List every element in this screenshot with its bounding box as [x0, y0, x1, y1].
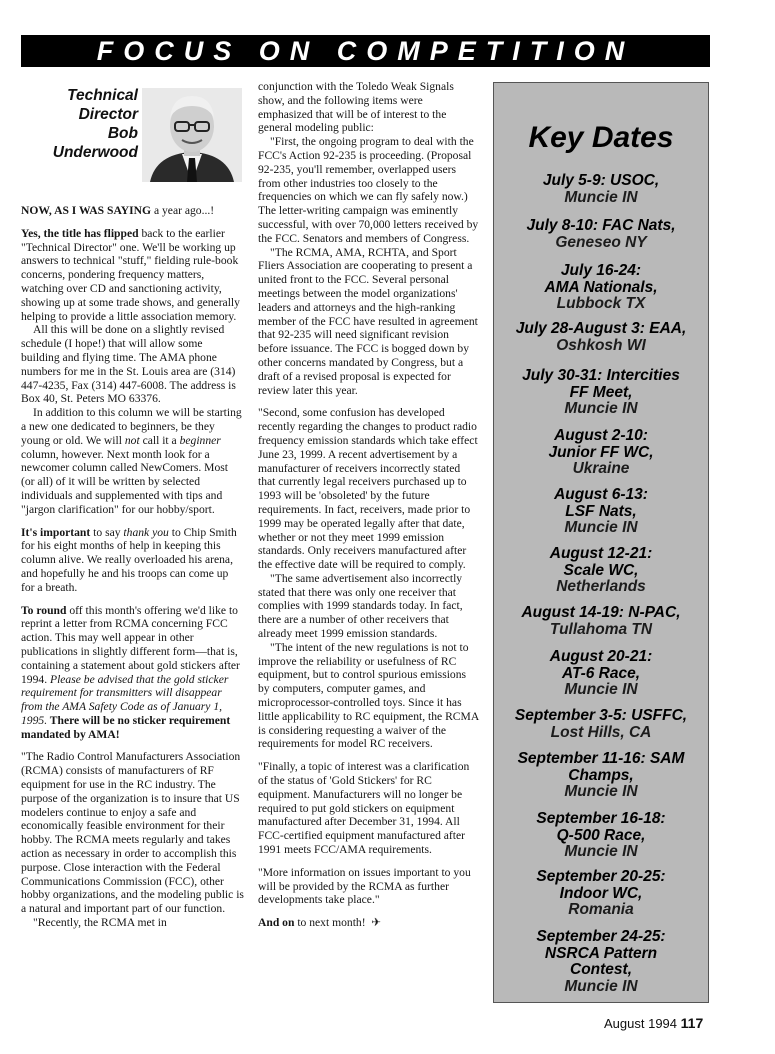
- event-name: NSRCA Pattern: [544, 944, 658, 962]
- paragraph: [21, 227, 244, 324]
- article-column-1: [21, 204, 244, 930]
- text: to next month!: [294, 916, 366, 930]
- event-name: AMA Nationals,: [544, 278, 658, 296]
- text: back to the earlier "Technical Director" one. We'll be working up answers to technical "stuff," fielding rule-book concerns, pondering frequency matters, watching over CD and sanctioning activity, showing up at some trade shows, and generally helping to provide a little association memory.: [21, 226, 240, 323]
- event-location: Netherlands: [556, 578, 646, 595]
- event-entry: [494, 263, 708, 313]
- event-location: Geneseo NY: [555, 233, 647, 251]
- event-location: Muncie IN: [564, 977, 638, 995]
- airplane-icon: ✈: [371, 916, 382, 930]
- paragraph: "Second, some confusion has developed recently regarding the changes to product radio frequency emission standards which take effect June 23, 1999. A recent advertisement by a manufacturer of receivers incorrectly stated that currently legal receivers purchased up to 1993 will be 'obsoleted' by the future requirements. In fact, receivers, made prior to 1999 may be operated legally after that date, whether or not they meet 1999 emission standards. Only receivers manufactured after the effective date will be required to comply.: [258, 406, 478, 572]
- emphasis: beginner: [179, 433, 221, 447]
- section-banner: FOCUS ON COMPETITION: [21, 35, 710, 67]
- event-name: Indoor WC,: [559, 884, 643, 902]
- event-entry: [494, 368, 708, 418]
- event-entry: [494, 218, 708, 251]
- paragraph: [21, 406, 244, 516]
- event-date: August 12-21:: [549, 545, 653, 562]
- event-name: LSF Nats,: [565, 502, 637, 520]
- portrait-image: [142, 88, 242, 182]
- event-location: Muncie IN: [564, 188, 638, 206]
- article-column-2: [258, 80, 480, 930]
- event-entry: [494, 649, 708, 699]
- event-date: July 28-August 3: EAA,: [515, 320, 687, 337]
- event-location: Muncie IN: [564, 843, 638, 860]
- text: call it a: [139, 433, 180, 447]
- paragraph: [258, 916, 480, 930]
- issue-date: August 1994: [604, 1016, 678, 1031]
- key-dates-sidebar: [493, 82, 709, 1003]
- event-location: Lost Hills, CA: [550, 723, 652, 741]
- emphasis: Please be advised that the gold sticker requirement for transmitters will disappear from the AMA Safety Code as of January 1, 1995.: [21, 672, 229, 727]
- event-entry: [494, 751, 708, 801]
- event-location: Tullahoma TN: [549, 620, 653, 638]
- event-date: August 2-10:: [554, 427, 648, 444]
- text: to say: [90, 525, 124, 539]
- event-date: July 16-24:: [560, 262, 642, 279]
- key-dates-title: Key Dates: [528, 121, 674, 154]
- event-date: July 8-10: FAC Nats,: [526, 217, 676, 234]
- event-name: AT-6 Race,: [561, 664, 641, 682]
- text: In addition to this column we will be starting a new one dedicated to beginners, be they young or old. We will: [21, 406, 242, 447]
- paragraph: "Recently, the RCMA met in: [33, 916, 167, 930]
- byline-line: Underwood: [52, 144, 138, 161]
- event-entry: [494, 428, 708, 478]
- event-entry: [494, 708, 708, 741]
- paragraph: "The RCMA, AMA, RCHTA, and Sport Fliers Association are cooperating to present a united front to the FCC. Several personal meetings between the model organizations' leaders and attorneys and the high-ranking member of the FCC have resulted in agreement that 92-235 will need significant revision before issuance. The FCC is bogged down by other concerns mandated by Congress, but a draft of a revised proposal is expected for review later this year.: [258, 245, 478, 397]
- lead-in: NOW, AS I WAS SAYING: [21, 204, 152, 217]
- paragraph: "The Radio Control Manufacturers Association (RCMA) consists of manufacturers of RF equipment for use in the RC industry. The purpose of the organization is to insure that US modelers continue to enjoy a safe and economically feasible environment for their hobby. The RCMA meets regularly and takes action as necessary in order to accomplish this purpose. Close interaction with the Federal Communications Commission (FCC), other hobby organizations, and the modeling public is a natural and important part of our function.: [21, 750, 244, 916]
- event-location: Romania: [568, 901, 634, 918]
- event-date: August 14-19: N-PAC,: [521, 604, 681, 621]
- event-date: July 5-9: USOC,: [542, 172, 660, 189]
- paragraph: "First, the ongoing program to deal with the FCC's Action 92-235 is proceeding. (Proposal 92-235, you'll remember, overlapped users from other industries too closely to the frequencies on which we can fly safely now.) The letter-writing campaign was eminently successful, with over 70,000 letters received by the FCC. Senators and members of Congress.: [258, 135, 479, 245]
- byline-line: Bob: [107, 125, 138, 142]
- event-name: Q-500 Race,: [556, 826, 646, 844]
- event-date: July 30-31: Intercities: [522, 367, 680, 384]
- event-entry: [494, 605, 708, 638]
- paragraph: "More information on issues important to you will be provided by the RCMA as further developments take place.": [258, 865, 471, 907]
- event-date: August 6-13:: [554, 486, 648, 503]
- emphasis: thank you: [123, 525, 169, 539]
- paragraph: "Finally, a topic of interest was a clarification of the status of 'Gold Stickers' for RC equipment. Manufacturers will no longer be required to put gold stickers on equipment manufactured after December 31, 1994. All FCC-certified equipment manufactured after 1991 meets FCC/AMA requirements.: [258, 760, 470, 857]
- event-entry: [494, 487, 708, 537]
- lead-in: And on: [258, 916, 295, 930]
- paragraph: [21, 604, 244, 742]
- event-location: Oshkosh WI: [556, 336, 646, 354]
- paragraph: "The intent of the new regulations is not to improve the reliability or usefulness of RC equipment, but to control spurious emissions by computers, computer games, and microprocessor-controlled toys. Since it has little applicability to RC equipment, the RCMA is considering requesting a waiver of the requirements for model RC receivers.: [258, 640, 479, 751]
- event-entry: [494, 869, 708, 919]
- event-name: Scale WC,: [563, 561, 639, 579]
- event-location: Muncie IN: [564, 400, 638, 417]
- paragraph: conjunction with the Toledo Weak Signals show, and the following items were emphasized that will be of interest to the general modeling public:: [258, 80, 454, 135]
- event-date: September 3-5: USFFC,: [514, 707, 688, 724]
- event-entry: [494, 811, 708, 861]
- event-date: September 24-25:: [536, 928, 666, 945]
- event-name: Junior FF WC,: [548, 443, 654, 461]
- event-name: FF Meet,: [569, 383, 633, 401]
- paragraph: [21, 204, 244, 218]
- byline-line: Technical: [67, 87, 138, 104]
- paragraph: All this will be done on a slightly revised schedule (I hope!) that will allow some building and flying time. The AMA phone numbers for me in the St. Louis area are (314) 447-4235, Fax (314) 447-6008. The address is Box 40, St. Peters MO 63376.: [21, 323, 236, 406]
- event-location: Muncie IN: [564, 519, 638, 536]
- event-date: September 20-25:: [536, 868, 666, 885]
- event-entry: [494, 173, 708, 206]
- author-byline: [38, 86, 138, 162]
- event-date: August 20-21:: [549, 648, 653, 665]
- event-entry: [494, 321, 708, 354]
- event-location: Lubbock TX: [556, 295, 646, 312]
- byline-line: Director: [78, 106, 138, 123]
- author-photo: [142, 88, 242, 182]
- page-number: 117: [680, 1015, 704, 1031]
- event-entry: [494, 929, 708, 995]
- paragraph: "The same advertisement also incorrectly stated that there was only one receiver that complies with 1999 standards today. In fact, there are a number of other receivers that already meet 1999 emission standards.: [258, 571, 463, 641]
- text: a year ago...!: [151, 204, 215, 217]
- event-date: September 11-16: SAM: [517, 750, 685, 767]
- event-location: Muncie IN: [564, 681, 638, 698]
- paragraph: [21, 526, 244, 595]
- strong-text: There will be no sticker requirement mandated by AMA!: [21, 713, 231, 741]
- event-name: Contest,: [570, 961, 632, 978]
- event-date: September 16-18:: [536, 810, 666, 827]
- emphasis: not: [124, 433, 140, 447]
- event-location: Muncie IN: [564, 783, 638, 800]
- text: to Chip Smith for his eight months of help in keeping this column alive. We really overloaded his arena, and hopefully he and his troops can come up for a breath.: [21, 525, 237, 594]
- lead-in: To round: [21, 603, 67, 617]
- page-footer: [604, 1015, 703, 1031]
- lead-in: It's important: [21, 525, 91, 539]
- event-entry: [494, 546, 708, 596]
- text: off this month's offering we'd like to reprint a letter from RCMA concerning FCC action. This may well appear in other publications in slightly different form—that is, containing a statement about gold stickers after 1994.: [21, 603, 240, 686]
- text: column, however. Next month look for a newcomer column called NewComers. Most (or all) of it will be written by selected individuals and supplemented with tips and "jargon clarification" for our hobby/sport.: [21, 447, 229, 516]
- event-name: Champs,: [568, 766, 634, 784]
- event-location: Ukraine: [572, 460, 630, 477]
- lead-in: Yes, the title has flipped: [21, 226, 139, 240]
